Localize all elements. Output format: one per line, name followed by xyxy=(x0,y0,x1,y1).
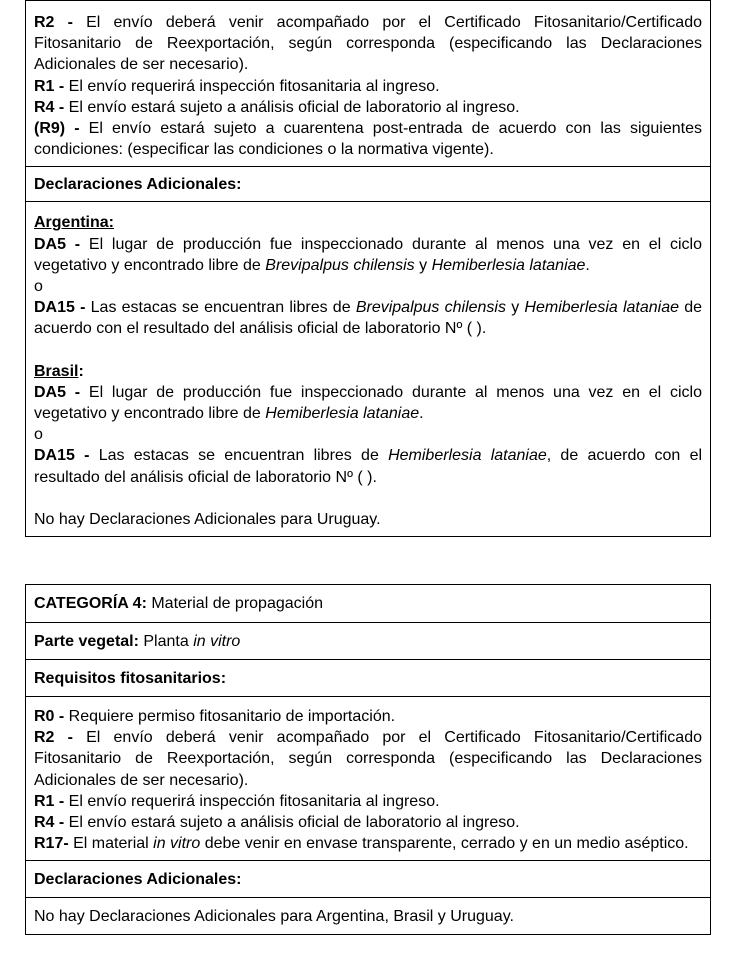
requirement-r17 xyxy=(34,833,702,854)
requirements-table-category-4 xyxy=(25,584,711,935)
phytosanitary-requirements-heading: Requisitos fitosanitarios: xyxy=(34,670,227,687)
declaration-text: y xyxy=(505,299,525,317)
declaration-da15-argentina xyxy=(34,297,702,339)
species-name: Brevipalpus chilensis xyxy=(355,299,506,317)
or-separator: o xyxy=(34,278,43,296)
requirement-text: El envío requerirá inspección fitosanitaria al ingreso. xyxy=(64,792,440,810)
species-name: Hemiberlesia lataniae xyxy=(431,256,586,274)
species-name: Hemiberlesia lataniae xyxy=(265,405,420,423)
requirement-code: R17- xyxy=(34,835,69,853)
requirement-text: Requiere permiso fitosanitario de importación. xyxy=(64,708,396,725)
plant-part-value-italic: in vitro xyxy=(193,633,241,650)
declaration-text: , de acuerdo con el resultado del análisis oficial de laboratorio Nº ( ). xyxy=(34,447,703,486)
requirement-text: El material xyxy=(68,835,154,853)
country-name: Brasil xyxy=(34,362,79,380)
declaration-text: El lugar de producción fue inspeccionado durante al menos una vez en el ciclo vegetativo y encontrado libre de xyxy=(34,383,703,423)
declaration-da5-argentina xyxy=(34,234,702,276)
species-name: Hemiberlesia lataniae xyxy=(524,299,680,317)
declaration-text: Las estacas se encuentran libres de xyxy=(85,299,356,317)
requirement-text-italic: in vitro xyxy=(153,835,201,853)
requirement-text: El envío estará sujeto a análisis oficial de laboratorio al ingreso. xyxy=(64,98,520,116)
category-value: Material de propagación xyxy=(146,595,323,612)
uruguay-note: No hay Declaraciones Adicionales para Uruguay. xyxy=(34,510,381,528)
requirement-text: El envío deberá venir acompañado por el Certificado Fitosanitario/Certificado Fitosanitario de Reexportación, según corresponda (especificando las Declaraciones Adicionales de ser necesario). xyxy=(34,14,702,74)
requirement-code: R0 - xyxy=(34,708,65,725)
additional-declarations-header-row xyxy=(26,166,710,201)
requirement-code: R4 - xyxy=(34,98,65,116)
declaration-code: DA15 - xyxy=(34,447,90,465)
requirement-code: R1 - xyxy=(34,77,65,95)
category-label: CATEGORÍA 4: xyxy=(34,595,147,612)
country-heading-argentina xyxy=(34,212,702,233)
declaration-text: y xyxy=(414,256,432,274)
requirement-text: El envío deberá venir acompañado por el Certificado Fitosanitario/Certificado Fitosanitario de Reexportación, según corresponda (especificando las Declaraciones Adicionales de ser necesario). xyxy=(34,729,702,789)
category-row xyxy=(26,585,710,622)
additional-declarations-row xyxy=(26,201,710,536)
requirement-r4 xyxy=(34,97,702,118)
requirement-r0 xyxy=(34,706,702,727)
requirement-code: (R9) - xyxy=(34,120,80,138)
or-separator: o xyxy=(34,426,43,444)
requirement-code: R2 - xyxy=(34,14,73,31)
declaration-text: . xyxy=(585,256,590,274)
requirements-row xyxy=(26,1,710,166)
species-name: Hemiberlesia lataniae xyxy=(388,447,547,465)
declaration-code: DA5 - xyxy=(34,235,81,253)
requirement-r9 xyxy=(34,118,702,160)
country-name: Argentina: xyxy=(34,214,114,232)
additional-declarations-heading: Declaraciones Adicionales: xyxy=(34,871,242,889)
additional-declarations-heading: Declaraciones Adicionales: xyxy=(34,176,242,194)
declaration-text: . xyxy=(419,405,424,423)
additional-declarations-header-row xyxy=(26,860,710,897)
requirement-r4 xyxy=(34,812,702,833)
requirement-text: El envío requerirá inspección fitosanitaria al ingreso. xyxy=(64,77,440,95)
requirement-r1 xyxy=(34,791,702,812)
declaration-text: Las estacas se encuentran libres de xyxy=(89,447,389,465)
country-heading-brasil xyxy=(34,361,702,382)
declaration-code: DA5 - xyxy=(34,383,81,401)
requirement-code: R4 - xyxy=(34,814,65,832)
plant-part-row xyxy=(26,622,710,659)
requirement-code: R1 - xyxy=(34,792,65,810)
species-name: Brevipalpus chilensis xyxy=(265,256,415,274)
spacer xyxy=(34,488,702,509)
requirement-r2 xyxy=(34,727,702,791)
requirement-r1 xyxy=(34,76,702,97)
requirements-row xyxy=(26,696,710,860)
requirement-text: El envío estará sujeto a análisis oficial de laboratorio al ingreso. xyxy=(64,814,520,832)
additional-declarations-row xyxy=(26,897,710,934)
spacer xyxy=(34,340,702,361)
declaration-text: de acuerdo con el resultado del análisis oficial de laboratorio Nº ( ). xyxy=(34,299,703,338)
requirement-code: R2 - xyxy=(34,729,73,747)
additional-declarations-note: No hay Declaraciones Adicionales para Argentina, Brasil y Uruguay. xyxy=(34,908,514,926)
declaration-da15-brasil xyxy=(34,445,702,487)
phytosanitary-requirements-header-row xyxy=(26,659,710,696)
declaration-da5-brasil xyxy=(34,382,702,424)
requirement-text: debe venir en envase transparente, cerrado y en un medio aséptico. xyxy=(200,835,689,853)
country-colon: : xyxy=(78,362,84,380)
requirement-text: El envío estará sujeto a cuarentena post-entrada de acuerdo con las siguientes condiciones: (especificar las condiciones o la normativa vigente). xyxy=(34,120,702,159)
declaration-text: El lugar de producción fue inspeccionado durante al menos una vez en el ciclo vegetativo y encontrado libre de xyxy=(34,235,703,274)
plant-part-label: Parte vegetal: xyxy=(34,633,139,650)
declaration-code: DA15 - xyxy=(34,299,86,317)
requirement-r2 xyxy=(34,12,702,76)
plant-part-value: Planta xyxy=(138,633,194,650)
requirements-table-category-3 xyxy=(25,0,711,537)
